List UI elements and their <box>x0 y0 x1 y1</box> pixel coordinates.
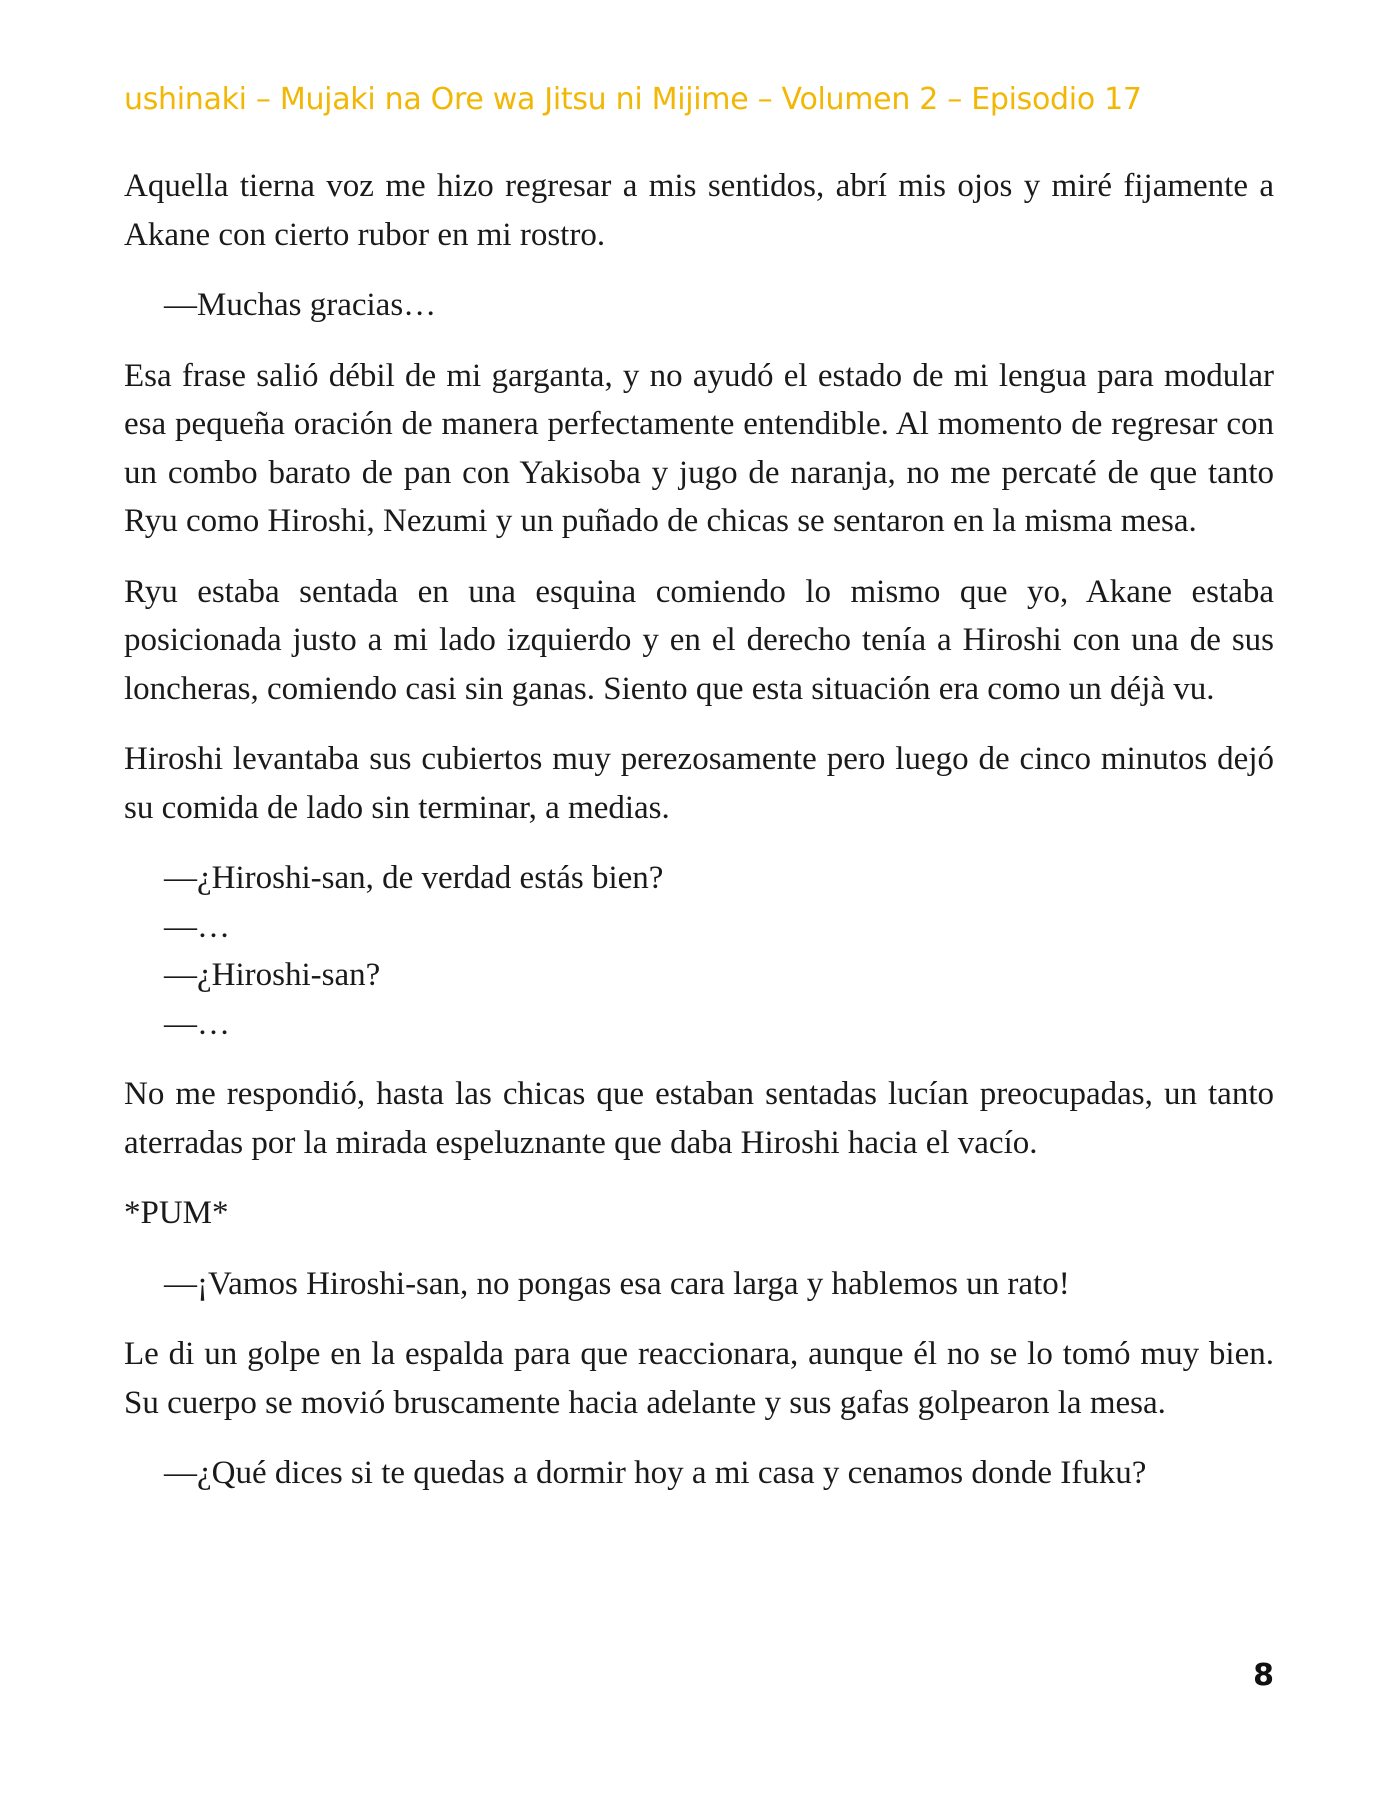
dialogue-line: —… <box>164 908 230 945</box>
dialogue-line: —… <box>164 1005 230 1042</box>
sound-effect: *PUM* <box>124 1195 229 1231</box>
page-number: 8 <box>1253 1658 1274 1693</box>
paragraph: Ryu estaba sentada en una esquina comiendo lo mismo que yo, Akane estaba posicionada justo a mi lado izquierdo y en el derecho tenía a Hiroshi con una de sus loncheras, comiendo casi sin ganas. Siento que esta situación era como un déjà vu. <box>124 573 1274 707</box>
dialogue-line: —¿Hiroshi-san, de verdad estás bien? <box>164 860 664 896</box>
paragraph: Esa frase salió débil de mi garganta, y no ayudó el estado de mi lengua para modular esa pequeña oración de manera perfectamente entendible. Al momento de regresar con un combo barato de pan con Yakisoba y jugo de naranja, no me percaté de que tanto Ryu como Hiroshi, Nezumi y un puñado de chicas se sentaron en la misma mesa. <box>124 357 1274 539</box>
dialogue-line: —¡Vamos Hiroshi-san, no pongas esa cara larga y hablemos un rato! <box>164 1265 1070 1302</box>
document-page <box>124 0 1274 1812</box>
dialogue-line: —Muchas gracias… <box>164 287 437 323</box>
running-header: ushinaki – Mujaki na Ore wa Jitsu ni Mijime – Volumen 2 – Episodio 17 <box>124 82 1142 117</box>
dialogue-line: —¿Qué dices si te quedas a dormir hoy a mi casa y cenamos donde Ifuku? <box>164 1455 1147 1491</box>
paragraph: No me respondió, hasta las chicas que estaban sentadas lucían preocupadas, un tanto aterradas por la mirada espeluznante que daba Hiroshi hacia el vacío. <box>124 1076 1274 1161</box>
paragraph: Aquella tierna voz me hizo regresar a mis sentidos, abrí mis ojos y miré fijamente a Akane con cierto rubor en mi rostro. <box>124 168 1274 253</box>
paragraph: Le di un golpe en la espalda para que reaccionara, aunque él no se lo tomó muy bien. Su cuerpo se movió bruscamente hacia adelante y sus gafas golpearon la mesa. <box>124 1336 1274 1421</box>
body-text <box>124 162 1274 1520</box>
dialogue-line: —¿Hiroshi-san? <box>164 957 381 993</box>
paragraph: Hiroshi levantaba sus cubiertos muy perezosamente pero luego de cinco minutos dejó su comida de lado sin terminar, a medias. <box>124 741 1274 826</box>
